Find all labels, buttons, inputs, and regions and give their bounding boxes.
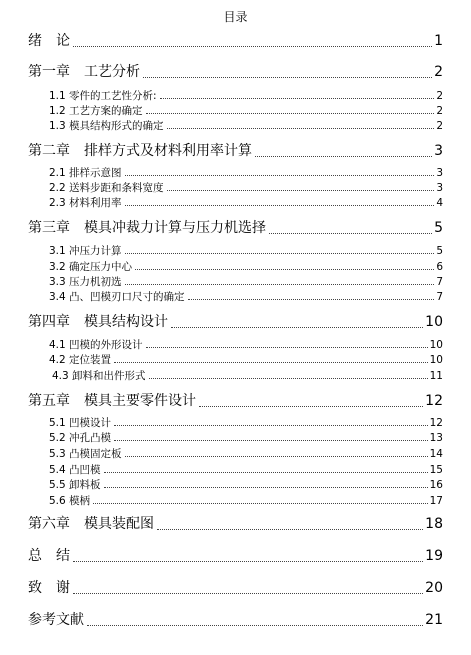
toc-entry-label: 致 谢 (28, 580, 70, 596)
toc-entry-page: 7 (436, 276, 443, 288)
dot-leader (149, 377, 428, 379)
toc-entry-section-5-1[interactable] (49, 417, 443, 429)
toc-entry-section-2-1[interactable] (49, 167, 443, 179)
toc-entry-section-3-2[interactable] (49, 261, 443, 273)
dot-leader (104, 486, 428, 488)
toc-entry-page: 11 (429, 370, 443, 382)
toc-entry-page: 12 (429, 417, 443, 429)
toc-entry-summary[interactable] (28, 548, 443, 565)
toc-entry-chapter-3[interactable] (28, 220, 443, 237)
dot-leader (135, 268, 434, 270)
toc-entry-label: 3.2 确定压力中心 (49, 261, 133, 273)
toc-entry-section-5-2[interactable] (49, 432, 443, 444)
toc-entry-page: 21 (425, 612, 443, 628)
toc-entry-label: 第一章 工艺分析 (28, 64, 140, 80)
toc-entry-page: 13 (429, 432, 443, 444)
toc-entry-page: 17 (429, 495, 443, 507)
toc-entry-page: 5 (436, 245, 443, 257)
toc-entry-label: 5.3 凸模固定板 (49, 448, 122, 460)
toc-entry-label: 5.6 模柄 (49, 495, 91, 507)
toc-entry-page: 2 (436, 90, 443, 102)
toc-entry-page: 19 (425, 548, 443, 564)
toc-entry-section-5-4[interactable] (49, 464, 443, 476)
dot-leader (125, 174, 435, 176)
toc-entry-label: 1.1 零件的工艺性分析: (49, 90, 157, 102)
toc-entry-page: 3 (436, 167, 443, 179)
dot-leader (73, 45, 432, 47)
toc-entry-label: 5.5 卸料板 (49, 479, 101, 491)
toc-entry-label: 4.1 凹模的外形设计 (49, 339, 143, 351)
dot-leader (125, 455, 428, 457)
toc-entry-label: 1.3 模具结构形式的确定 (49, 120, 164, 132)
toc-entry-page: 3 (434, 143, 443, 159)
toc-entry-section-2-2[interactable] (49, 182, 443, 194)
toc-entry-label: 第六章 模具装配图 (28, 516, 154, 532)
dot-leader (167, 189, 435, 191)
toc-entry-section-3-3[interactable] (49, 276, 443, 288)
toc-entry-label: 2.3 材料利用率 (49, 197, 122, 209)
toc-entry-page: 7 (436, 291, 443, 303)
toc-entry-page: 2 (436, 120, 443, 132)
toc-entry-page: 14 (429, 448, 443, 460)
dot-leader (125, 252, 435, 254)
toc-entry-label: 第四章 模具结构设计 (28, 314, 168, 330)
toc-entry-section-1-2[interactable] (49, 105, 443, 117)
toc-title: 目录 (223, 10, 248, 24)
toc-entry-page: 10 (425, 314, 443, 330)
dot-leader (146, 346, 428, 348)
toc-entry-label: 第二章 排样方式及材料利用率计算 (28, 143, 252, 159)
toc-entry-section-3-4[interactable] (49, 291, 443, 303)
toc-entry-page: 2 (436, 105, 443, 117)
toc-entry-page: 5 (434, 220, 443, 236)
toc-entry-label: 1.2 工艺方案的确定 (49, 105, 143, 117)
toc-entry-introduction[interactable] (28, 33, 443, 50)
toc-entry-section-4-3[interactable] (52, 370, 443, 382)
toc-entry-references[interactable] (28, 612, 443, 629)
toc-entry-section-3-1[interactable] (49, 245, 443, 257)
toc-entry-label: 3.3 压力机初选 (49, 276, 122, 288)
dot-leader (114, 439, 428, 441)
toc-entry-page: 20 (425, 580, 443, 596)
toc-entry-section-2-3[interactable] (49, 197, 443, 209)
toc-entry-acknowledgements[interactable] (28, 580, 443, 597)
dot-leader (199, 405, 423, 407)
dot-leader (143, 76, 432, 78)
dot-leader (269, 232, 432, 234)
toc-entry-page: 12 (425, 393, 443, 409)
toc-entry-page: 2 (434, 64, 443, 80)
toc-entry-label: 2.1 排样示意图 (49, 167, 122, 179)
toc-entry-chapter-6[interactable] (28, 516, 443, 533)
toc-entry-page: 18 (425, 516, 443, 532)
dot-leader (87, 624, 423, 626)
dot-leader (160, 97, 435, 99)
toc-entry-label: 5.1 凹模设计 (49, 417, 112, 429)
toc-entry-section-4-2[interactable] (49, 354, 443, 366)
toc-entry-label: 参考文献 (28, 612, 84, 628)
toc-entry-section-4-1[interactable] (49, 339, 443, 351)
toc-entry-page: 3 (436, 182, 443, 194)
toc-entry-page: 4 (436, 197, 443, 209)
toc-entry-label: 4.3 卸料和出件形式 (52, 370, 146, 382)
dot-leader (171, 326, 423, 328)
dot-leader (104, 471, 428, 473)
toc-entry-label: 第五章 模具主要零件设计 (28, 393, 196, 409)
dot-leader (114, 424, 428, 426)
toc-entry-label: 2.2 送料步距和条料宽度 (49, 182, 164, 194)
dot-leader (125, 283, 435, 285)
toc-entry-label: 4.2 定位装置 (49, 354, 112, 366)
dot-leader (73, 592, 423, 594)
dot-leader (188, 298, 435, 300)
toc-entry-chapter-2[interactable] (28, 143, 443, 160)
toc-entry-page: 1 (434, 33, 443, 49)
toc-entry-section-1-1[interactable] (49, 90, 443, 102)
toc-entry-page: 10 (429, 354, 443, 366)
dot-leader (93, 502, 428, 504)
toc-entry-page: 15 (429, 464, 443, 476)
toc-entry-label: 5.4 凸凹模 (49, 464, 101, 476)
toc-entry-page: 16 (429, 479, 443, 491)
toc-entry-label: 总 结 (28, 548, 70, 564)
toc-entry-label: 绪 论 (28, 33, 70, 49)
toc-entry-label: 第三章 模具冲裁力计算与压力机选择 (28, 220, 266, 236)
dot-leader (114, 361, 428, 363)
toc-entry-page: 6 (436, 261, 443, 273)
toc-entry-chapter-4[interactable] (28, 314, 443, 331)
toc-entry-label: 3.1 冲压力计算 (49, 245, 122, 257)
dot-leader (146, 112, 435, 114)
dot-leader (157, 528, 423, 530)
dot-leader (167, 127, 435, 129)
toc-entry-chapter-1[interactable] (28, 64, 443, 81)
dot-leader (73, 560, 423, 562)
toc-entry-page: 10 (429, 339, 443, 351)
toc-entry-section-1-3[interactable] (49, 120, 443, 132)
toc-entry-chapter-5[interactable] (28, 393, 443, 410)
dot-leader (255, 155, 432, 157)
toc-entry-label: 5.2 冲孔凸模 (49, 432, 112, 444)
toc-entry-section-5-5[interactable] (49, 479, 443, 491)
dot-leader (125, 204, 435, 206)
toc-entry-label: 3.4 凸、凹模刃口尺寸的确定 (49, 291, 185, 303)
toc-entry-section-5-6[interactable] (49, 495, 443, 507)
toc-entry-section-5-3[interactable] (49, 448, 443, 460)
